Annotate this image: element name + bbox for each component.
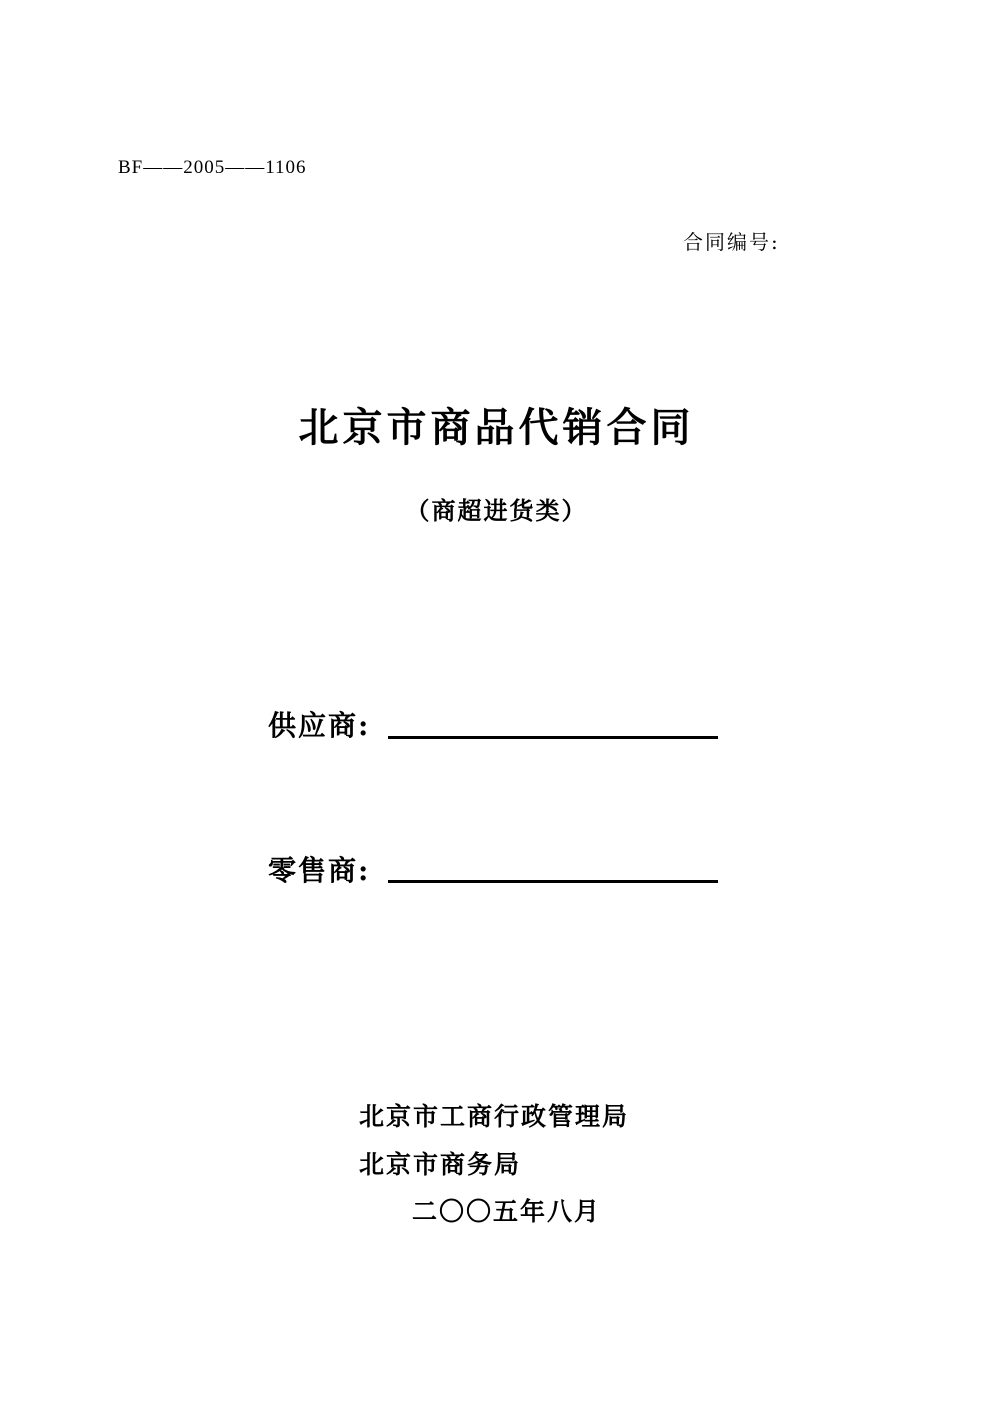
issue-date: 二〇〇五年八月 (412, 1197, 602, 1226)
retailer-blank-line (388, 880, 718, 883)
issuer-aic: 北京市工商行政管理局 (359, 1102, 630, 1131)
retailer-label: 零售商: (268, 854, 371, 887)
document-title: 北京市商品代销合同 (298, 404, 695, 451)
document-subtitle: （商超进货类） (405, 496, 588, 525)
contract-number-label: 合同编号: (683, 230, 780, 254)
supplier-label: 供应商: (268, 709, 371, 742)
supplier-blank-line (388, 736, 718, 739)
document-code: BF——2005——1106 (118, 157, 307, 178)
issuer-commerce: 北京市商务局 (359, 1150, 522, 1179)
